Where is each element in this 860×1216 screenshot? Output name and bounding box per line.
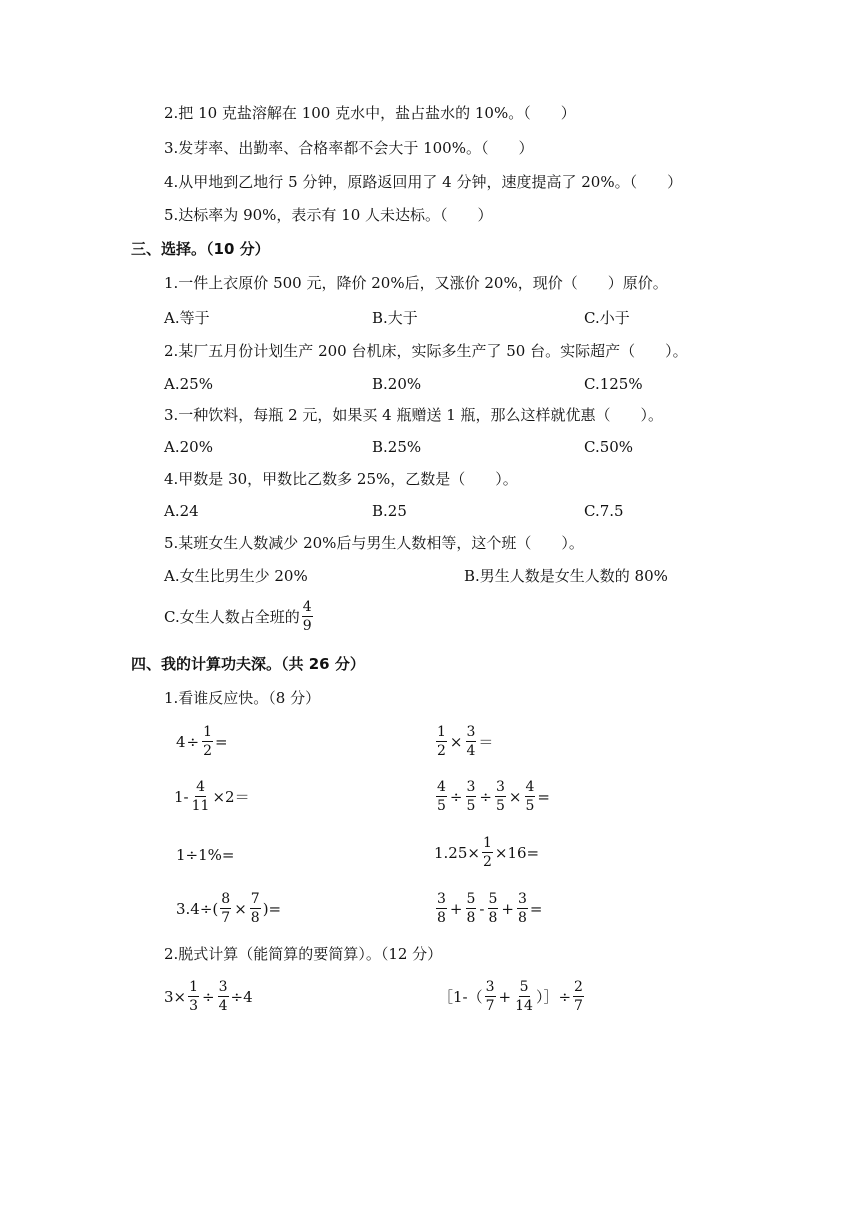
fraction: $\frac{3}{8}$ xyxy=(437,891,446,926)
choice-q1-option-a: A.等于 xyxy=(164,309,210,327)
fraction: $\frac{1}{2}$ xyxy=(482,835,492,870)
fraction: $\frac{3}{8}$ xyxy=(518,891,527,926)
choice-q4-option-b: B.25 xyxy=(372,502,407,520)
choice-q3-option-a: A.20% xyxy=(164,438,213,456)
judge-q2: 2.把 10 克盐溶解在 100 克水中，盐占盐水的 10%。（ ） xyxy=(164,104,576,122)
fraction: $\frac{7}{8}$ xyxy=(250,891,260,926)
fraction: $\frac{1}{2}$ xyxy=(437,724,446,759)
choice-q2-option-a: A.25% xyxy=(164,375,213,393)
choice-q5-option-c: C.女生人数占全班的 $\frac{4}{9}$ xyxy=(164,599,312,634)
part2-title: 2.脱式计算（能简算的要简算）。（12 分） xyxy=(164,945,443,963)
calc-expression-7: 3.4÷( $\frac{8}{7}$ × $\frac{7}{8}$ )= xyxy=(176,891,282,926)
calc-expression-4: $\frac{4}{5}$ ÷ $\frac{3}{5}$ ÷ $\frac{3}{5}$ × $\frac{4}{5}$ = xyxy=(437,779,550,814)
choice-q5-option-b: B.男生人数是女生人数的 80% xyxy=(464,567,668,585)
calc-expression-1: 4 ÷ $\frac{1}{2}$ = xyxy=(176,724,228,759)
choice-q4-stem: 4.甲数是 30，甲数比乙数多 25%，乙数是（ ）。 xyxy=(164,470,518,488)
choice-q3-option-b: B.25% xyxy=(372,438,422,456)
fraction: $\frac{1}{3}$ xyxy=(189,979,199,1014)
judge-q4: 4.从甲地到乙地行 5 分钟，原路返回用了 4 分钟，速度提高了 20%。（ ） xyxy=(164,173,683,191)
choice-q1-option-b: B.大于 xyxy=(372,309,418,327)
fraction: $\frac{4}{9}$ xyxy=(302,599,312,634)
fraction: $\frac{2}{7}$ xyxy=(574,979,583,1014)
section3-title: 三、选择。（10 分） xyxy=(131,240,270,258)
fraction: $\frac{3}{4}$ xyxy=(218,979,228,1014)
choice-q2-stem: 2.某厂五月份计划生产 200 台机床，实际多生产了 50 台。实际超产（ ）。 xyxy=(164,342,688,360)
fraction: $\frac{4}{5}$ xyxy=(437,779,446,814)
choice-q5-stem: 5.某班女生人数减少 20%后与男生人数相等，这个班（ ）。 xyxy=(164,534,584,552)
fraction: $\frac{3}{4}$ xyxy=(466,724,476,759)
choice-q1-option-c: C.小于 xyxy=(584,309,630,327)
choice-q4-option-a: A.24 xyxy=(164,502,199,520)
choice-q1-stem: 1.一件上衣原价 500 元，降价 20%后，又涨价 20%，现价（ ）原价。 xyxy=(164,274,668,292)
calc-expression-8: $\frac{3}{8}$ + $\frac{5}{8}$ - $\frac{5}{8}$ + $\frac{3}{8}$ = xyxy=(437,891,543,926)
compute-expression-2: ［1-（ $\frac{3}{7}$ + $\frac{5}{14}$ ）］÷ $\frac{2}{7}$ xyxy=(438,979,583,1014)
fraction: $\frac{5}{8}$ xyxy=(466,891,476,926)
choice-q4-option-c: C.7.5 xyxy=(584,502,624,520)
fraction: $\frac{3}{5}$ xyxy=(496,779,505,814)
fraction: $\frac{5}{8}$ xyxy=(488,891,498,926)
fraction: $\frac{8}{7}$ xyxy=(221,891,231,926)
calc-expression-2: $\frac{1}{2}$ × $\frac{3}{4}$ ＝ xyxy=(437,724,494,759)
choice-q3-stem: 3.一种饮料，每瓶 2 元，如果买 4 瓶赠送 1 瓶，那么这样就优惠（ ）。 xyxy=(164,406,664,424)
choice-q5-option-a: A.女生比男生少 20% xyxy=(164,567,308,585)
fraction: $\frac{3}{5}$ xyxy=(466,779,476,814)
choice-q2-option-b: B.20% xyxy=(372,375,422,393)
section4-title: 四、我的计算功夫深。（共 26 分） xyxy=(131,655,365,673)
fraction: $\frac{4}{5}$ xyxy=(525,779,535,814)
fraction: $\frac{1}{2}$ xyxy=(203,724,213,759)
calc-expression-3: 1- $\frac{4}{11}$ ×2＝ xyxy=(174,779,250,814)
choice-q3-option-c: C.50% xyxy=(584,438,634,456)
compute-expression-1: 3× $\frac{1}{3}$ ÷ $\frac{3}{4}$ ÷4 xyxy=(164,979,253,1014)
part1-title: 1.看谁反应快。（8 分） xyxy=(164,689,321,707)
calc-expression-6: 1.25× $\frac{1}{2}$ ×16= xyxy=(434,835,540,870)
judge-q5: 5.达标率为 90%，表示有 10 人未达标。（ ） xyxy=(164,206,493,224)
calc-expression-5: 1÷1%= xyxy=(176,846,235,864)
fraction: $\frac{4}{11}$ xyxy=(191,779,210,814)
fraction: $\frac{5}{14}$ xyxy=(515,979,533,1014)
fraction: $\frac{3}{7}$ xyxy=(485,979,495,1014)
choice-q2-option-c: C.125% xyxy=(584,375,643,393)
judge-q3: 3.发芽率、出勤率、合格率都不会大于 100%。（ ） xyxy=(164,139,534,157)
